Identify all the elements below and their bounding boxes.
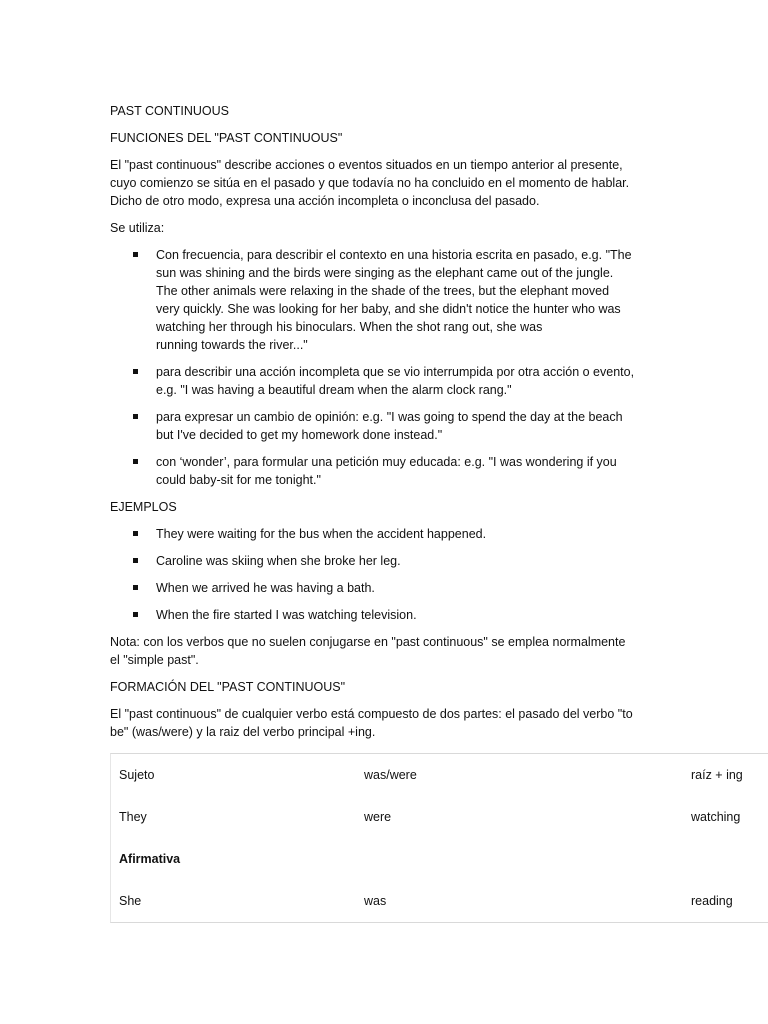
use-line: Con frecuencia, para describir el contexto en una historia escrita en pasado, e.g. "The bbox=[156, 248, 632, 262]
use-line: e.g. "I was having a beautiful dream when the alarm clock rang." bbox=[156, 383, 512, 397]
table-cell-label: Afirmativa bbox=[119, 852, 181, 866]
header-cell-subject: Sujeto bbox=[119, 768, 155, 782]
use-line: watching her through his binoculars. When the shot rang out, she was bbox=[156, 320, 543, 334]
table-cell: watching bbox=[691, 810, 741, 824]
document-content bbox=[110, 102, 668, 750]
use-item bbox=[110, 246, 668, 354]
conjugation-table bbox=[110, 753, 768, 923]
use-item bbox=[110, 363, 668, 399]
example-item: When we arrived he was having a bath. bbox=[110, 579, 668, 597]
use-item bbox=[110, 408, 668, 444]
intro-paragraph bbox=[110, 156, 668, 210]
use-line: sun was shining and the birds were singing as the elephant came out of the jungle. bbox=[156, 266, 614, 280]
use-line: but I've decided to get my homework done instead." bbox=[156, 428, 443, 442]
se-utiliza-label: Se utiliza: bbox=[110, 221, 165, 235]
use-item bbox=[110, 453, 668, 489]
formation-line: El "past continuous" de cualquier verbo está compuesto de dos partes: el pasado del verbo "to bbox=[110, 707, 633, 721]
header-cell-to-be: was/were bbox=[364, 768, 417, 782]
table-cell: reading bbox=[691, 894, 733, 908]
intro-line: El "past continuous" describe acciones o eventos situados en un tiempo anterior al presente, bbox=[110, 158, 623, 172]
table-row bbox=[111, 796, 768, 838]
table-row bbox=[111, 880, 768, 922]
note-line: Nota: con los verbos que no suelen conjugarse en "past continuous" se emplea normalmente bbox=[110, 635, 626, 649]
use-line: could baby-sit for me tonight." bbox=[156, 473, 321, 487]
formation-line: be" (was/were) y la raiz del verbo principal +ing. bbox=[110, 725, 376, 739]
intro-line: cuyo comienzo se sitúa en el pasado y que todavía no ha concluido en el momento de hablar. bbox=[110, 176, 630, 190]
note-line: el "simple past". bbox=[110, 653, 199, 667]
use-line: con ‘wonder’, para formular una petición muy educada: e.g. "I was wondering if you bbox=[156, 455, 617, 469]
example-item: When the fire started I was watching television. bbox=[110, 606, 668, 624]
use-line: very quickly. She was looking for her baby, and she didn't notice the hunter who was bbox=[156, 302, 621, 316]
uses-list bbox=[110, 246, 668, 489]
header-cell-verb: raíz + ing bbox=[691, 768, 743, 782]
table-header-row bbox=[111, 754, 768, 796]
formation-paragraph bbox=[110, 705, 668, 741]
table-cell: They bbox=[119, 810, 147, 824]
formation-heading: FORMACIÓN DEL "PAST CONTINUOUS" bbox=[110, 680, 346, 694]
examples-list bbox=[110, 525, 668, 624]
table-cell: were bbox=[364, 810, 392, 824]
table-cell: She bbox=[119, 894, 142, 908]
table-row bbox=[111, 838, 768, 880]
document-title: PAST CONTINUOUS bbox=[110, 104, 229, 118]
table-cell: was bbox=[364, 894, 387, 908]
note-paragraph bbox=[110, 633, 668, 669]
example-item: Caroline was skiing when she broke her leg. bbox=[110, 552, 668, 570]
use-line: para expresar un cambio de opinión: e.g. "I was going to spend the day at the beach bbox=[156, 410, 623, 424]
intro-line: Dicho de otro modo, expresa una acción incompleta o inconclusa del pasado. bbox=[110, 194, 540, 208]
use-line: running towards the river..." bbox=[156, 338, 308, 352]
examples-heading: EJEMPLOS bbox=[110, 500, 177, 514]
use-line: para describir una acción incompleta que se vio interrumpida por otra acción o evento, bbox=[156, 365, 635, 379]
example-item: They were waiting for the bus when the accident happened. bbox=[110, 525, 668, 543]
use-line: The other animals were relaxing in the shade of the trees, but the elephant moved bbox=[156, 284, 610, 298]
functions-heading: FUNCIONES DEL "PAST CONTINUOUS" bbox=[110, 131, 343, 145]
